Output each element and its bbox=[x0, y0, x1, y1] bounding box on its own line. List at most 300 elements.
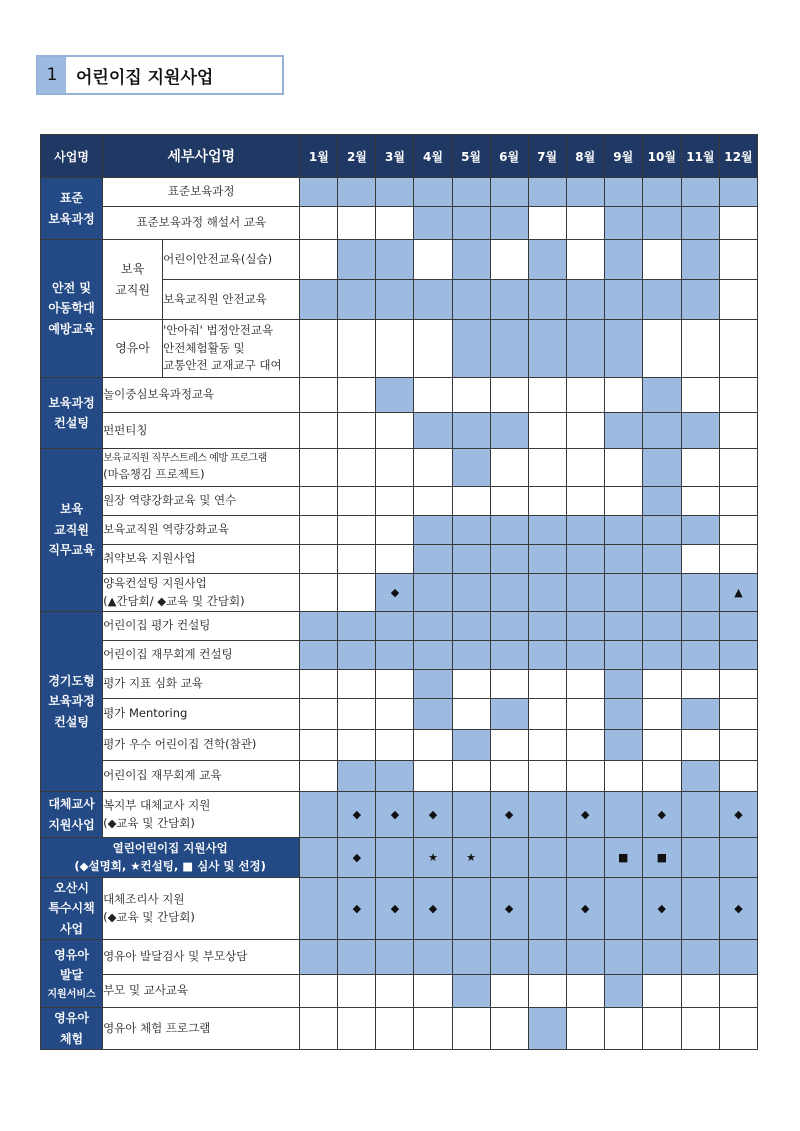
month-cell bbox=[528, 878, 566, 940]
month-cell bbox=[452, 670, 490, 699]
detail-name-cell bbox=[163, 320, 300, 378]
month-marker: ▲ bbox=[719, 574, 757, 612]
month-cell bbox=[528, 761, 566, 792]
month-cell bbox=[452, 207, 490, 240]
table-row bbox=[41, 574, 758, 612]
month-cell bbox=[642, 413, 681, 449]
category-label: 직무교육 bbox=[48, 543, 95, 558]
table-row bbox=[41, 878, 758, 940]
month-cell bbox=[338, 940, 376, 975]
month-cell bbox=[566, 378, 604, 413]
month-cell bbox=[528, 792, 566, 838]
month-cell bbox=[376, 940, 414, 975]
month-cell bbox=[300, 792, 338, 838]
month-cell bbox=[681, 545, 719, 574]
month-cell bbox=[604, 378, 642, 413]
month-cell bbox=[452, 413, 490, 449]
month-cell bbox=[681, 413, 719, 449]
month-cell bbox=[376, 178, 414, 207]
month-cell bbox=[300, 178, 338, 207]
month-cell bbox=[414, 1008, 452, 1050]
month-cell bbox=[642, 612, 681, 641]
month-cell bbox=[681, 487, 719, 516]
table-row bbox=[41, 413, 758, 449]
month-cell bbox=[528, 320, 566, 378]
month-cell bbox=[528, 574, 566, 612]
category-label: 체험 bbox=[59, 1031, 84, 1046]
month-cell bbox=[719, 975, 757, 1008]
month-cell bbox=[452, 761, 490, 792]
month-cell bbox=[376, 838, 414, 878]
month-cell bbox=[300, 670, 338, 699]
detail-name-cell bbox=[163, 280, 300, 320]
detail-name-line: 원장 역량강화교육 및 연수 bbox=[103, 493, 237, 508]
month-cell bbox=[338, 975, 376, 1008]
month-cell bbox=[642, 761, 681, 792]
table-row bbox=[41, 449, 758, 487]
month-cell bbox=[490, 516, 528, 545]
month-cell bbox=[528, 378, 566, 413]
category-label: 아동학대 bbox=[48, 301, 95, 316]
month-cell bbox=[376, 730, 414, 761]
detail-name-line: (◆교육 및 간담회) bbox=[103, 815, 195, 830]
month-cell bbox=[338, 761, 376, 792]
month-cell bbox=[719, 378, 757, 413]
detail-name-line: 교통안전 교재교구 대여 bbox=[163, 358, 282, 373]
month-cell bbox=[452, 574, 490, 612]
header-month: 3월 bbox=[376, 135, 414, 178]
month-cell bbox=[338, 516, 376, 545]
month-cell bbox=[490, 280, 528, 320]
month-marker: ◆ bbox=[490, 878, 528, 940]
month-cell bbox=[300, 838, 338, 878]
detail-name-line: 평가 우수 어린이집 견학(참관) bbox=[103, 737, 257, 752]
month-cell bbox=[490, 378, 528, 413]
month-cell bbox=[604, 449, 642, 487]
detail-name-line: 안전체험활동 및 bbox=[163, 340, 245, 355]
detail-name-line: 표준보육과정 bbox=[167, 184, 235, 199]
month-cell bbox=[719, 641, 757, 670]
month-cell bbox=[528, 612, 566, 641]
month-cell bbox=[642, 240, 681, 280]
month-marker: ◆ bbox=[642, 792, 681, 838]
month-cell bbox=[376, 280, 414, 320]
month-cell bbox=[300, 516, 338, 545]
detail-name-cell bbox=[163, 240, 300, 280]
month-cell bbox=[566, 545, 604, 574]
month-cell bbox=[566, 730, 604, 761]
month-cell bbox=[604, 641, 642, 670]
category-cell bbox=[41, 1008, 103, 1050]
month-cell bbox=[604, 240, 642, 280]
month-cell bbox=[490, 574, 528, 612]
detail-name-line: 평가 Mentoring bbox=[103, 706, 188, 721]
month-cell bbox=[528, 975, 566, 1008]
month-cell bbox=[604, 878, 642, 940]
month-cell bbox=[719, 240, 757, 280]
detail-name-cell bbox=[103, 730, 300, 761]
month-cell bbox=[528, 413, 566, 449]
month-cell bbox=[338, 641, 376, 670]
category-label: 오산시 bbox=[54, 881, 89, 895]
month-cell bbox=[490, 612, 528, 641]
month-cell bbox=[528, 641, 566, 670]
detail-name-line: '안아줘' 법정안전교육 bbox=[163, 322, 274, 337]
table-row bbox=[41, 545, 758, 574]
month-cell bbox=[490, 975, 528, 1008]
month-cell bbox=[604, 670, 642, 699]
month-cell bbox=[681, 178, 719, 207]
table-row bbox=[41, 378, 758, 413]
month-cell bbox=[604, 574, 642, 612]
detail-name-line: 보육교직원 안전교육 bbox=[163, 291, 267, 306]
month-cell bbox=[604, 487, 642, 516]
subcategory-label: 보육 bbox=[121, 262, 145, 277]
detail-name-line: 양육컨설팅 지원사업 bbox=[103, 575, 207, 590]
table-row bbox=[41, 838, 758, 878]
month-marker: ◆ bbox=[376, 792, 414, 838]
month-cell bbox=[604, 1008, 642, 1050]
month-cell bbox=[414, 413, 452, 449]
month-cell bbox=[528, 207, 566, 240]
table-row bbox=[41, 641, 758, 670]
month-cell bbox=[528, 730, 566, 761]
month-cell bbox=[566, 612, 604, 641]
header-month: 7월 bbox=[528, 135, 566, 178]
month-cell bbox=[414, 516, 452, 545]
detail-name-line: 표준보육과정 해설서 교육 bbox=[136, 215, 266, 230]
category-label: 대체교사 bbox=[48, 797, 95, 812]
month-cell bbox=[300, 207, 338, 240]
month-marker: ◆ bbox=[642, 878, 681, 940]
category-label: 보육과정 bbox=[48, 694, 95, 709]
month-cell bbox=[566, 516, 604, 545]
month-cell bbox=[566, 574, 604, 612]
month-cell bbox=[528, 670, 566, 699]
month-cell bbox=[414, 545, 452, 574]
category-label: 특수시책 bbox=[48, 901, 95, 916]
month-cell bbox=[604, 761, 642, 792]
month-cell bbox=[566, 240, 604, 280]
month-cell bbox=[642, 516, 681, 545]
month-cell bbox=[604, 730, 642, 761]
month-cell bbox=[300, 699, 338, 730]
header-month: 11월 bbox=[681, 135, 719, 178]
month-cell bbox=[642, 730, 681, 761]
month-cell bbox=[528, 449, 566, 487]
month-cell bbox=[414, 730, 452, 761]
month-cell bbox=[490, 545, 528, 574]
month-cell bbox=[452, 280, 490, 320]
month-cell bbox=[566, 487, 604, 516]
detail-name-line: 펀펀티칭 bbox=[103, 422, 148, 437]
month-cell bbox=[452, 320, 490, 378]
month-cell bbox=[376, 240, 414, 280]
month-cell bbox=[338, 449, 376, 487]
section-number: 1 bbox=[38, 57, 66, 93]
subcategory-cell bbox=[103, 320, 163, 378]
month-cell bbox=[719, 207, 757, 240]
month-cell bbox=[604, 207, 642, 240]
detail-name-cell bbox=[103, 516, 300, 545]
month-cell bbox=[528, 838, 566, 878]
detail-name-cell bbox=[41, 838, 300, 878]
category-label: 보육과정 bbox=[48, 395, 95, 410]
category-label: 지원사업 bbox=[48, 817, 95, 832]
month-cell bbox=[604, 699, 642, 730]
month-cell bbox=[681, 838, 719, 878]
month-cell bbox=[490, 178, 528, 207]
month-cell bbox=[566, 761, 604, 792]
detail-name-line: 대체조리사 지원 bbox=[103, 891, 185, 906]
detail-name-line: 평가 지표 심화 교육 bbox=[103, 676, 203, 691]
month-cell bbox=[490, 940, 528, 975]
category-label: 컨설팅 bbox=[54, 714, 89, 729]
month-cell bbox=[338, 320, 376, 378]
month-cell bbox=[490, 207, 528, 240]
month-cell bbox=[300, 545, 338, 574]
month-cell bbox=[338, 730, 376, 761]
detail-name-line: 놀이중심보육과정교육 bbox=[103, 387, 215, 402]
month-cell bbox=[376, 670, 414, 699]
header-month: 2월 bbox=[338, 135, 376, 178]
month-cell bbox=[719, 413, 757, 449]
month-cell bbox=[300, 574, 338, 612]
month-cell bbox=[300, 641, 338, 670]
month-marker: ◆ bbox=[566, 792, 604, 838]
month-cell bbox=[376, 320, 414, 378]
month-marker: ◆ bbox=[376, 878, 414, 940]
detail-name-line: 영유아 체험 프로그램 bbox=[103, 1020, 211, 1035]
month-cell bbox=[452, 612, 490, 641]
month-cell bbox=[604, 280, 642, 320]
month-cell bbox=[452, 1008, 490, 1050]
month-cell bbox=[376, 207, 414, 240]
month-cell bbox=[490, 670, 528, 699]
detail-name-line: (▲간담회/ ◆교육 및 간담회) bbox=[103, 593, 245, 608]
month-cell bbox=[338, 670, 376, 699]
month-cell bbox=[490, 730, 528, 761]
month-cell bbox=[376, 378, 414, 413]
category-cell bbox=[41, 178, 103, 240]
month-cell bbox=[681, 612, 719, 641]
month-cell bbox=[490, 240, 528, 280]
month-cell bbox=[719, 178, 757, 207]
month-cell bbox=[300, 280, 338, 320]
category-label: 컨설팅 bbox=[54, 416, 89, 430]
month-cell bbox=[528, 699, 566, 730]
month-cell bbox=[300, 449, 338, 487]
month-cell bbox=[681, 699, 719, 730]
month-cell bbox=[604, 413, 642, 449]
month-cell bbox=[452, 699, 490, 730]
month-cell bbox=[490, 320, 528, 378]
month-cell bbox=[338, 280, 376, 320]
month-cell bbox=[604, 320, 642, 378]
month-cell bbox=[719, 670, 757, 699]
month-cell bbox=[642, 940, 681, 975]
month-cell bbox=[376, 641, 414, 670]
category-cell bbox=[41, 240, 103, 378]
month-cell bbox=[414, 178, 452, 207]
detail-name-line: (◆교육 및 간담회) bbox=[103, 909, 195, 924]
month-cell bbox=[300, 761, 338, 792]
month-cell bbox=[642, 378, 681, 413]
month-cell bbox=[719, 516, 757, 545]
month-cell bbox=[681, 761, 719, 792]
detail-name-cell bbox=[103, 792, 300, 838]
month-cell bbox=[376, 516, 414, 545]
month-cell bbox=[719, 449, 757, 487]
detail-name-line: 어린이집 재무회계 컨설팅 bbox=[103, 647, 233, 662]
month-cell bbox=[528, 940, 566, 975]
month-marker: ★ bbox=[452, 838, 490, 878]
month-cell bbox=[566, 1008, 604, 1050]
month-cell bbox=[490, 449, 528, 487]
category-label: 예방교육 bbox=[48, 321, 95, 336]
month-cell bbox=[376, 975, 414, 1008]
month-cell bbox=[604, 178, 642, 207]
month-cell bbox=[376, 413, 414, 449]
month-cell bbox=[414, 761, 452, 792]
month-cell bbox=[414, 280, 452, 320]
header-row bbox=[41, 135, 758, 178]
month-cell bbox=[566, 940, 604, 975]
month-cell bbox=[566, 413, 604, 449]
detail-name-cell bbox=[103, 207, 300, 240]
detail-name-line: 영유아 발달검사 및 부모상담 bbox=[103, 949, 248, 964]
detail-name-cell bbox=[103, 878, 300, 940]
month-cell bbox=[452, 975, 490, 1008]
month-cell bbox=[414, 320, 452, 378]
month-cell bbox=[719, 761, 757, 792]
month-cell bbox=[490, 487, 528, 516]
month-cell bbox=[681, 670, 719, 699]
month-cell bbox=[300, 413, 338, 449]
month-cell bbox=[566, 320, 604, 378]
category-cell bbox=[41, 612, 103, 792]
month-cell bbox=[490, 641, 528, 670]
category-cell bbox=[41, 378, 103, 449]
month-cell bbox=[681, 574, 719, 612]
month-marker: ◆ bbox=[414, 792, 452, 838]
month-cell bbox=[681, 940, 719, 975]
month-cell bbox=[719, 320, 757, 378]
month-cell bbox=[490, 1008, 528, 1050]
month-cell bbox=[719, 1008, 757, 1050]
month-cell bbox=[300, 1008, 338, 1050]
month-cell bbox=[528, 1008, 566, 1050]
month-cell bbox=[338, 612, 376, 641]
month-cell bbox=[490, 699, 528, 730]
detail-name-line: 어린이집 평가 컨설팅 bbox=[103, 618, 211, 633]
month-marker: ■ bbox=[642, 838, 681, 878]
table-row bbox=[41, 1008, 758, 1050]
month-marker: ◆ bbox=[490, 792, 528, 838]
month-cell bbox=[681, 975, 719, 1008]
month-cell bbox=[604, 792, 642, 838]
month-cell bbox=[566, 641, 604, 670]
month-cell bbox=[528, 516, 566, 545]
month-cell bbox=[719, 612, 757, 641]
category-label: 영유아 bbox=[54, 1011, 89, 1026]
month-marker: ◆ bbox=[338, 838, 376, 878]
month-cell bbox=[566, 670, 604, 699]
month-cell bbox=[452, 641, 490, 670]
month-cell bbox=[528, 240, 566, 280]
month-cell bbox=[452, 878, 490, 940]
month-cell bbox=[604, 516, 642, 545]
month-cell bbox=[566, 449, 604, 487]
category-label: 교직원 bbox=[54, 522, 89, 537]
table-row bbox=[41, 940, 758, 975]
month-cell bbox=[338, 1008, 376, 1050]
month-cell bbox=[376, 545, 414, 574]
category-cell bbox=[41, 878, 103, 940]
table-row bbox=[41, 516, 758, 545]
month-cell bbox=[414, 574, 452, 612]
month-cell bbox=[719, 730, 757, 761]
detail-name-line: 보육교직원 직무스트레스 예방 프로그램 bbox=[103, 452, 267, 464]
month-cell bbox=[642, 320, 681, 378]
table-row bbox=[41, 612, 758, 641]
month-cell bbox=[300, 612, 338, 641]
detail-name-line: 어린이집 재무회계 교육 bbox=[103, 768, 222, 783]
table-row bbox=[41, 240, 758, 280]
month-cell bbox=[414, 240, 452, 280]
detail-name-line: (마음챙김 프로젝트) bbox=[103, 467, 205, 482]
month-cell bbox=[376, 487, 414, 516]
month-marker: ◆ bbox=[376, 574, 414, 612]
month-cell bbox=[528, 545, 566, 574]
month-cell bbox=[452, 378, 490, 413]
month-cell bbox=[642, 699, 681, 730]
month-cell bbox=[338, 487, 376, 516]
category-cell bbox=[41, 940, 103, 1008]
month-cell bbox=[642, 449, 681, 487]
detail-name-cell bbox=[103, 1008, 300, 1050]
detail-name-cell bbox=[103, 487, 300, 516]
category-cell bbox=[41, 449, 103, 612]
month-cell bbox=[566, 699, 604, 730]
detail-name-cell bbox=[103, 940, 300, 975]
month-cell bbox=[300, 730, 338, 761]
category-label: 발달 bbox=[59, 968, 84, 983]
table-row bbox=[41, 975, 758, 1008]
header-month: 6월 bbox=[490, 135, 528, 178]
month-cell bbox=[681, 207, 719, 240]
subcategory-label: 영유아 bbox=[115, 341, 150, 356]
month-cell bbox=[414, 699, 452, 730]
table-row bbox=[41, 207, 758, 240]
month-cell bbox=[566, 207, 604, 240]
header-month: 4월 bbox=[414, 135, 452, 178]
category-label: 경기도형 bbox=[48, 673, 95, 688]
header-month: 1월 bbox=[300, 135, 338, 178]
detail-name-line: 복지부 대체교사 지원 bbox=[103, 797, 211, 812]
month-marker: ◆ bbox=[566, 878, 604, 940]
month-cell bbox=[490, 413, 528, 449]
month-cell bbox=[566, 178, 604, 207]
month-cell bbox=[300, 240, 338, 280]
month-cell bbox=[604, 975, 642, 1008]
detail-name-cell bbox=[103, 612, 300, 641]
table-row bbox=[41, 730, 758, 761]
table-row bbox=[41, 320, 758, 378]
detail-name-line: 보육교직원 역량강화교육 bbox=[103, 522, 229, 537]
month-cell bbox=[376, 699, 414, 730]
category-label: 영유아 bbox=[54, 947, 89, 962]
